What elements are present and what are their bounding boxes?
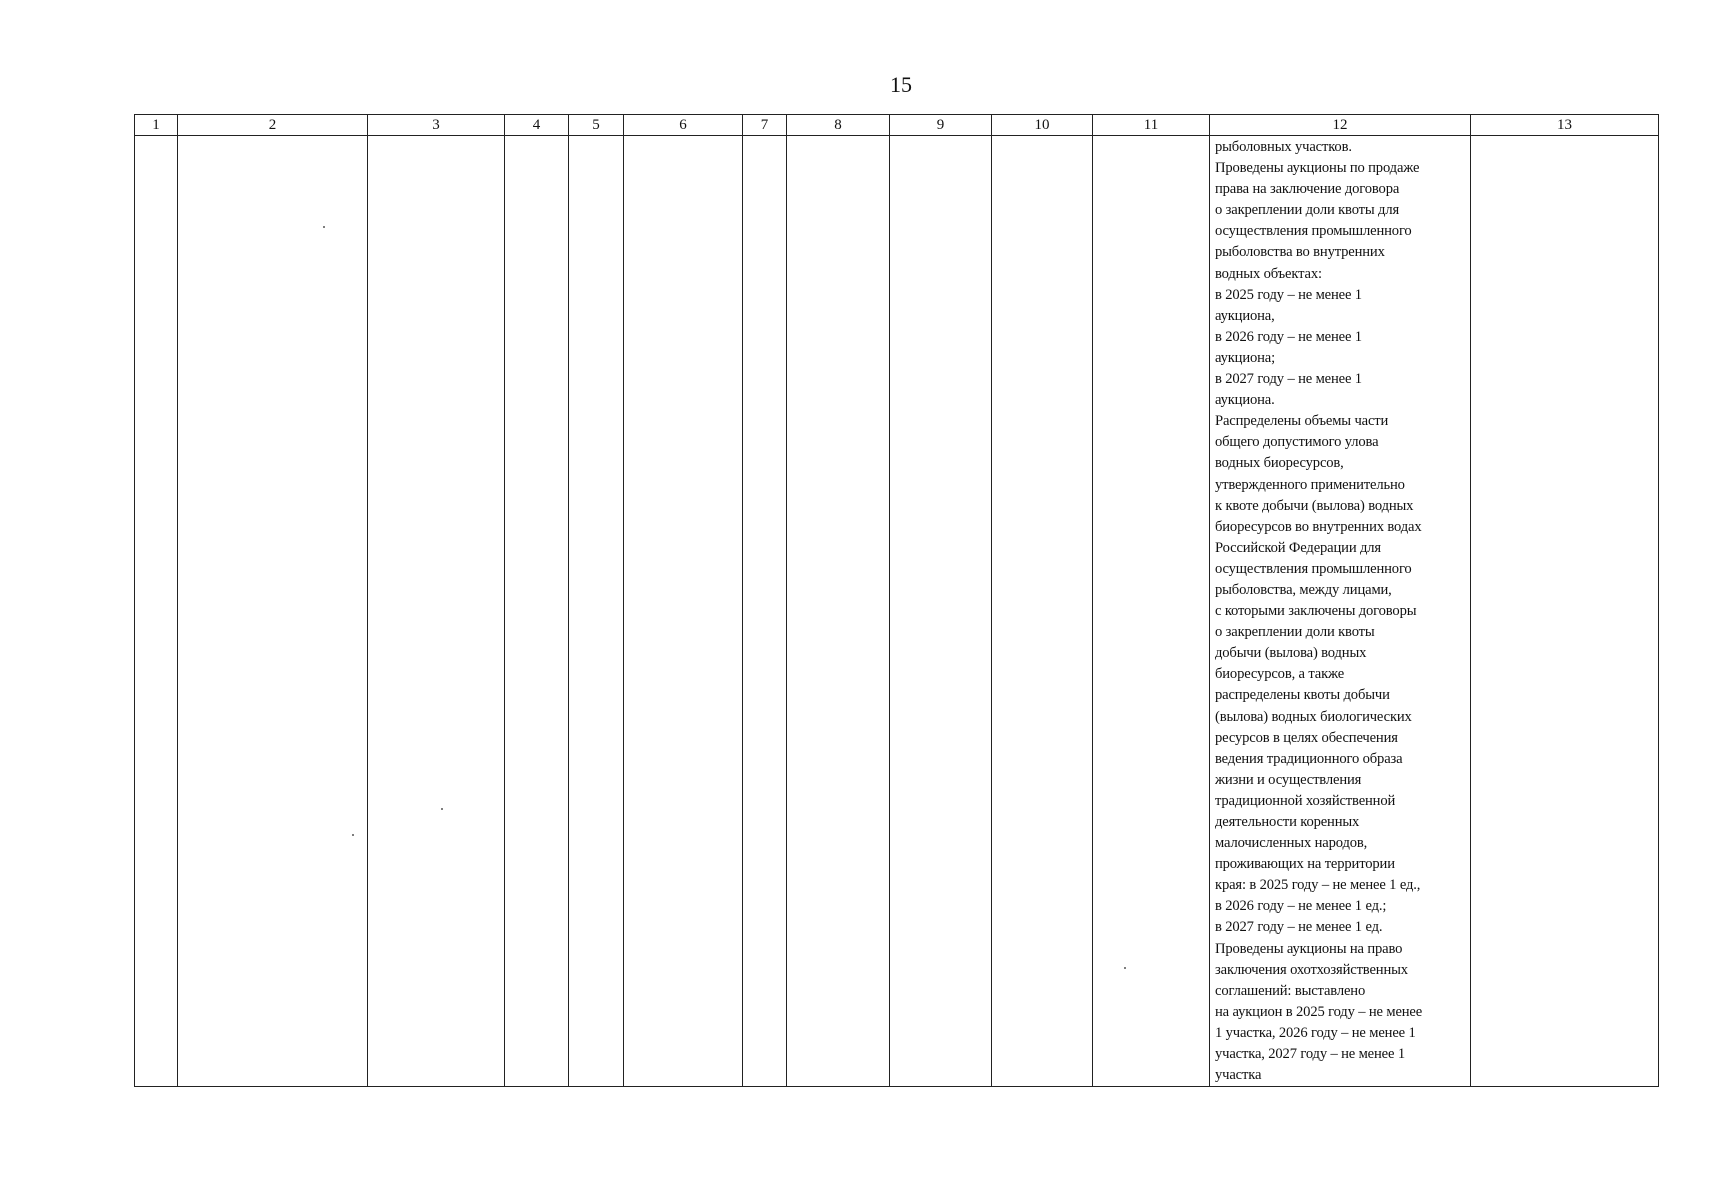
cell-col-7 [743,136,787,1087]
column-header-2: 2 [178,115,368,136]
column-header-4: 4 [505,115,569,136]
cell-text-line: к квоте добычи (вылова) водных [1215,497,1414,514]
column-header-11: 11 [1093,115,1210,136]
cell-text-line: рыболовства во внутренних [1215,244,1385,261]
cell-col-3 [368,136,505,1087]
cell-col-10 [992,136,1093,1087]
cell-text-line: Проведены аукционы по продаже [1215,160,1420,177]
cell-text-line: заключения охотхозяйственных [1215,961,1408,978]
cell-text-line: аукциона, [1215,307,1275,324]
cell-text-line: участка, 2027 году – не менее 1 [1215,1046,1405,1063]
cell-text-line: традиционной хозяйственной [1215,792,1396,809]
cell-text-line: о закреплении доли квоты [1215,624,1375,641]
cell-col-12-text [1210,136,1470,1086]
cell-col-1 [135,136,178,1087]
cell-text-line: в 2026 году – не менее 1 ед.; [1215,898,1387,915]
column-header-12: 12 [1210,115,1471,136]
cell-text-line: рыболовных участков. [1215,139,1352,155]
scan-speck [441,808,443,810]
column-header-8: 8 [787,115,890,136]
scan-speck [323,226,325,228]
cell-col-11 [1093,136,1210,1087]
cell-col-12 [1210,136,1471,1087]
cell-text-line: в 2027 году – не менее 1 [1215,371,1362,388]
column-header-7: 7 [743,115,787,136]
column-header-5: 5 [569,115,624,136]
cell-text-line: ресурсов в целях обеспечения [1215,729,1398,746]
cell-text-line: о закреплении доли квоты для [1215,202,1400,219]
column-header-3: 3 [368,115,505,136]
cell-text-line: с которыми заключены договоры [1215,603,1417,620]
table-row [135,136,1659,1087]
cell-text-line: малочисленных народов, [1215,835,1368,852]
cell-text-line: в 2027 году – не менее 1 ед. [1215,919,1383,936]
cell-col-2 [178,136,368,1087]
cell-text-line: добычи (вылова) водных [1215,645,1367,662]
cell-col-9 [890,136,992,1087]
cell-text-line: участка [1215,1067,1262,1084]
column-header-13: 13 [1471,115,1659,136]
cell-text-line: Распределены объемы части [1215,413,1389,430]
cell-text-line: рыболовства, между лицами, [1215,581,1392,598]
column-header-6: 6 [624,115,743,136]
cell-text-line: Российской Федерации для [1215,539,1381,556]
cell-text-line: (вылова) водных биологических [1215,708,1412,725]
column-header-9: 9 [890,115,992,136]
data-table [134,114,1659,1087]
cell-text-line: Проведены аукционы на право [1215,940,1403,957]
page-number: 15 [890,72,912,97]
cell-col-6 [624,136,743,1087]
cell-col-5 [569,136,624,1087]
cell-text-line: в 2026 году – не менее 1 [1215,328,1362,345]
cell-col-4 [505,136,569,1087]
cell-text-line: утвержденного применительно [1215,476,1405,493]
cell-text-line: осуществления промышленного [1215,223,1412,240]
cell-text-line: края: в 2025 году – не менее 1 ед., [1215,877,1421,894]
scan-speck [1124,967,1126,969]
cell-text-line: ведения традиционного образа [1215,750,1403,767]
cell-text-line: аукциона. [1215,392,1275,409]
cell-text-line: 1 участка, 2026 году – не менее 1 [1215,1024,1416,1041]
cell-text-line: деятельности коренных [1215,814,1360,830]
cell-text-line: права на заключение договора [1215,181,1400,198]
cell-text-line: жизни и осуществления [1215,771,1362,788]
scan-speck [352,834,354,836]
cell-text-line: соглашений: выставлено [1215,982,1366,999]
cell-text-line: в 2025 году – не менее 1 [1215,286,1362,303]
cell-col-8 [787,136,890,1087]
cell-text-line: водных объектах: [1215,265,1322,282]
header-row [135,115,1659,136]
cell-text-line: биоресурсов, а также [1215,666,1345,683]
cell-text-line: водных биоресурсов, [1215,455,1344,472]
cell-text-line: осуществления промышленного [1215,560,1412,577]
cell-text-line: общего допустимого улова [1215,434,1379,451]
cell-text-line: распределены квоты добычи [1215,687,1390,704]
column-header-10: 10 [992,115,1093,136]
cell-text-line: биоресурсов во внутренних водах [1215,518,1422,535]
cell-text-line: аукциона; [1215,349,1276,366]
cell-col-13 [1471,136,1659,1087]
column-header-1: 1 [135,115,178,136]
cell-text-line: проживающих на территории [1215,856,1395,873]
cell-text-line: на аукцион в 2025 году – не менее [1215,1003,1423,1020]
